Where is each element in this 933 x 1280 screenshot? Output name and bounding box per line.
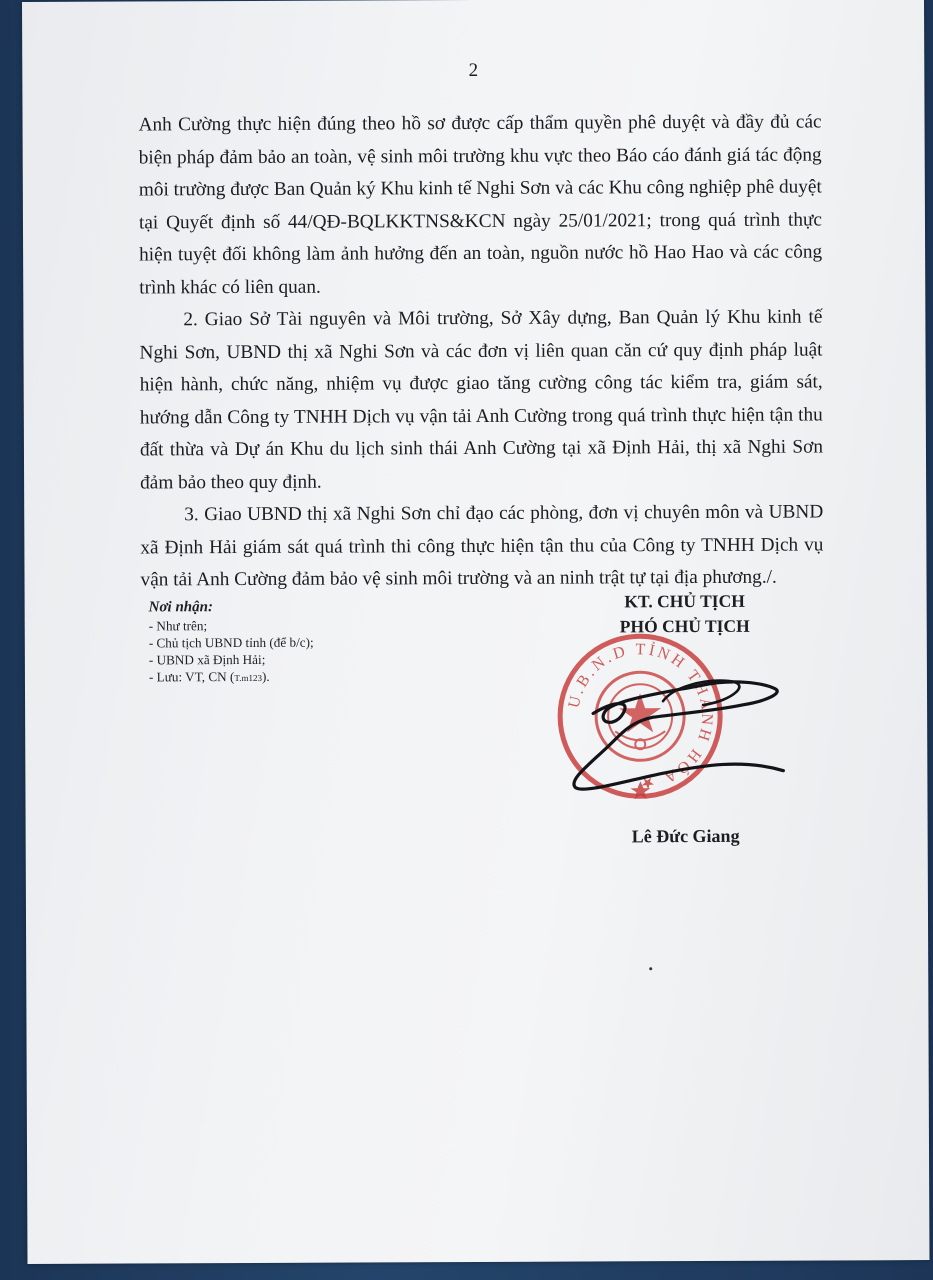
recipient-item-archive [149,667,409,687]
document-body [138,106,823,596]
recipients-title: Nơi nhận: [148,599,214,616]
page-number: 2 [468,59,479,82]
archive-code: T.m123 [234,672,262,684]
handwritten-signature [553,661,794,798]
signer-title-line-1: KT. CHỦ TỊCH [624,590,745,612]
recipient-item: - UBND xã Định Hải; [148,651,266,668]
archive-suffix: ). [261,668,270,684]
paragraph-item-2: 2. Giao Sở Tài nguyên và Môi trường, Sở Xây dựng, Ban Quản lý Khu kinh tế Nghi Sơn, UBND thị xã Nghi Sơn và các đơn vị liên quan căn cứ quy định pháp luật hiện hành, chức năng, nhiệm vụ được giao tăng cường công tác kiểm tra, giám sát, hướng dẫn Công ty TNHH Dịch vụ vận tải Anh Cường trong quá trình thực hiện tận thu đất thừa và Dự án Khu du lịch sinh thái Anh Cường tại xã Định Hải, thị xã Nghi Sơn đảm bảo theo quy định. [139,306,823,493]
signer-name: Lê Đức Giang [631,825,740,847]
svg-text:U.B.N.D TỈNH THANH HÓA ★: U.B.N.D TỈNH THANH HÓA ★ [565,641,716,792]
paper-speck [649,967,652,970]
recipient-item: - Như trên; [148,618,208,634]
paragraph-item-3: 3. Giao UBND thị xã Nghi Sơn chỉ đạo các phòng, đơn vị chuyên môn và UBND xã Định Hải giám sát quá trình thi công thực hiện tận thu của Công ty TNHH Dịch vụ vận tải Anh Cường đảm bảo vệ sinh môi trường và an ninh trật tự tại địa phương./. [140,501,824,591]
recipients-block [149,596,409,687]
recipient-item: - Chủ tịch UBND tỉnh (để b/c); [148,634,314,651]
paragraph-continuation: Anh Cường thực hiện đúng theo hồ sơ được cấp thẩm quyền phê duyệt và đầy đủ các biện pháp đảm bảo an toàn, vệ sinh môi trường khu vực theo Báo cáo đánh giá tác động môi trường được Ban Quản ký Khu kinh tế Nghi Sơn và các Khu công nghiệp phê duyệt tại Quyết định số 44/QĐ-BQLKKTNS&KCN ngày 25/01/2021; trong quá trình thực hiện tuyệt đối không làm ảnh hưởng đến an toàn, nguồn nước hồ Hao Hao và các công trình khác có liên quan. [138,111,823,298]
recipients-list [149,616,409,687]
document-page [22,0,929,1264]
archive-prefix: - Lưu: VT, CN ( [148,669,235,685]
signer-title-line-2: PHÓ CHỦ TỊCH [619,615,750,637]
